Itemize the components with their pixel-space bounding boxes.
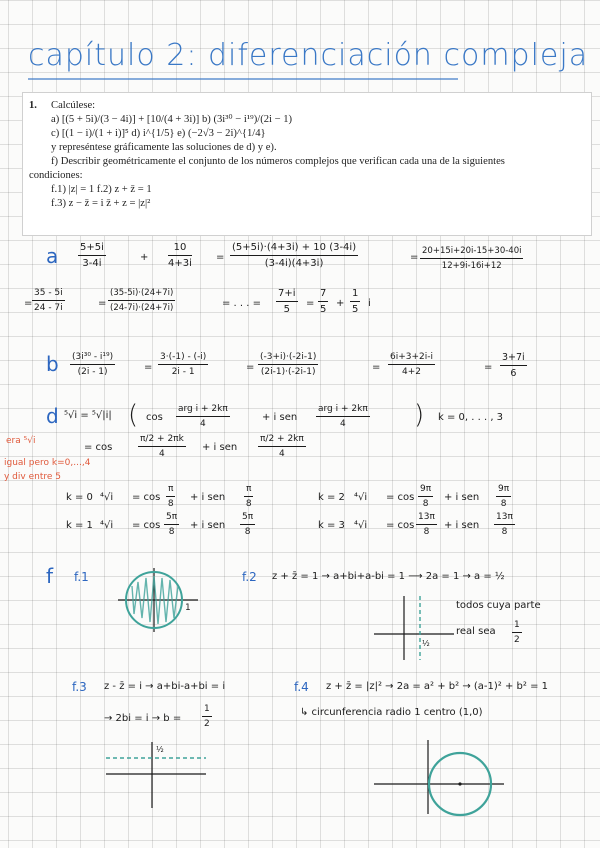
fraction: arg i + 2kπ 4 bbox=[178, 404, 228, 429]
plus-sign: + bbox=[140, 252, 149, 263]
fraction: (3i³⁰ - i¹⁹) (2i - 1) bbox=[72, 352, 114, 377]
fraction: 7+i 5 bbox=[278, 288, 296, 315]
margin-note: era ⁵√i bbox=[6, 436, 36, 446]
plus-sign: + bbox=[336, 298, 345, 309]
problem-line: f.3) z − z̄ = i z̄ + z = |z|² bbox=[51, 198, 151, 209]
fraction: 1 2 bbox=[514, 620, 520, 645]
equals-sign: = bbox=[216, 252, 225, 263]
fraction: (5+5i)·(4+3i) + 10 (3-4i) (3-4i)(4+3i) bbox=[232, 242, 357, 269]
equals-sign: = bbox=[246, 362, 255, 373]
fraction: (35-5i)·(24+7i) (24-7i)·(24+7i) bbox=[110, 288, 174, 313]
ellipsis: = . . . = bbox=[222, 298, 262, 309]
f2-label: f.2 bbox=[242, 570, 257, 584]
equals-sign: = bbox=[410, 252, 419, 263]
open-paren: ( bbox=[128, 400, 139, 430]
isen-label: + i sen bbox=[262, 412, 298, 423]
f3-equation: z - z̄ = i → a+bi-a+bi = i bbox=[104, 681, 226, 692]
fraction: 7 5 bbox=[320, 288, 327, 315]
cos-label: cos bbox=[146, 412, 163, 423]
f3-line-plot bbox=[106, 742, 206, 808]
problem-line: f.1) |z| = 1 f.2) z + z̄ = 1 bbox=[51, 184, 152, 195]
fraction: (-3+i)·(-2i-1) (2i-1)·(-2i-1) bbox=[260, 352, 317, 377]
f2-note: real sea bbox=[456, 626, 496, 637]
problem-line: c) [(1 − i)/(1 + i)]⁵ d) i^{1/5} e) (−2√3 − 2i)^{1/4} bbox=[51, 128, 266, 139]
fraction: π/2 + 2πk 4 bbox=[140, 434, 184, 459]
fraction: π/2 + 2kπ 4 bbox=[260, 434, 304, 459]
f1-label: f.1 bbox=[74, 570, 89, 584]
equals-sign: = bbox=[144, 362, 153, 373]
imaginary-unit: i bbox=[368, 298, 371, 309]
fraction: arg i + 2kπ 4 bbox=[318, 404, 368, 429]
equals-sign: = bbox=[372, 362, 381, 373]
fraction: 1 5 bbox=[352, 288, 359, 315]
isen-label: + i sen bbox=[202, 442, 238, 453]
f4-circle-plot bbox=[374, 740, 504, 814]
part-b-label: b bbox=[46, 352, 59, 376]
f3-equation: → 2bi = i → b = bbox=[104, 713, 182, 724]
f2-line-plot bbox=[374, 596, 454, 660]
margin-note: igual pero k=0,...,4 bbox=[4, 458, 91, 468]
fraction: 1 2 bbox=[204, 704, 210, 729]
f2-note: todos cuya parte bbox=[456, 600, 541, 611]
axis-tick-label: ½ bbox=[156, 745, 164, 754]
part-f-label: f bbox=[46, 564, 54, 588]
part-d-label: d bbox=[46, 404, 59, 428]
root-expression: ⁵√i = ⁵√|i| bbox=[64, 410, 112, 421]
f4-equation: z + z̄ = |z|² → 2a = a² + b² → (a-1)² + b² = 1 bbox=[326, 681, 548, 692]
fraction: 3·(-1) - (-i) 2i - 1 bbox=[160, 352, 207, 377]
problem-line: f) Describir geométricamente el conjunto de los números complejos que verifican cada una de la siguientes bbox=[51, 156, 505, 167]
problem-number: 1. bbox=[29, 100, 37, 111]
problem-line: a) [(5 + 5i)/(3 − 4i)] + [10/(4 + 3i)] b) (3i³⁰ − i¹⁹)/(2i − 1) bbox=[51, 114, 293, 125]
problem-line: condiciones: bbox=[29, 170, 83, 181]
problem-line: y represéntese gráficamente las soluciones de d) y e). bbox=[51, 142, 277, 153]
fraction: 35 - 5i 24 - 7i bbox=[34, 288, 63, 313]
part-a-label: a bbox=[46, 244, 59, 268]
f3-label: f.3 bbox=[72, 680, 87, 694]
problem-line: Calcúlese: bbox=[51, 100, 96, 111]
fraction: 5+5i 3-4i bbox=[80, 242, 104, 269]
equals-sign: = bbox=[484, 362, 493, 373]
equals-sign: = bbox=[306, 298, 315, 309]
fraction: 20+15i+20i-15+30-40i 12+9i-16i+12 bbox=[422, 246, 522, 271]
axis-tick-label: 1 bbox=[185, 603, 191, 613]
f4-label: f.4 bbox=[294, 680, 309, 694]
page-title: capítulo 2: diferenciación compleja bbox=[28, 38, 589, 73]
fraction: 3+7i 6 bbox=[502, 352, 525, 379]
fraction: 10 4+3i bbox=[168, 242, 192, 269]
equals-sign: = bbox=[98, 298, 107, 309]
cos-label: = cos bbox=[84, 442, 113, 453]
margin-note: y div entre 5 bbox=[4, 472, 61, 482]
close-paren: ) bbox=[414, 400, 425, 430]
f4-note: ↳ circunferencia radio 1 centro (1,0) bbox=[300, 707, 483, 718]
f2-equation: z + z̄ = 1 → a+bi+a-bi = 1 ⟶ 2a = 1 → a = ½ bbox=[272, 571, 505, 582]
equals-sign: = bbox=[24, 298, 33, 309]
problem-statement bbox=[22, 92, 592, 236]
title-underline bbox=[28, 78, 458, 80]
axis-tick-label: ½ bbox=[422, 639, 430, 648]
fraction: 6i+3+2i-i 4+2 bbox=[390, 352, 434, 377]
k-range: k = 0, . . . , 3 bbox=[438, 412, 504, 423]
f1-circle-plot bbox=[118, 568, 198, 632]
